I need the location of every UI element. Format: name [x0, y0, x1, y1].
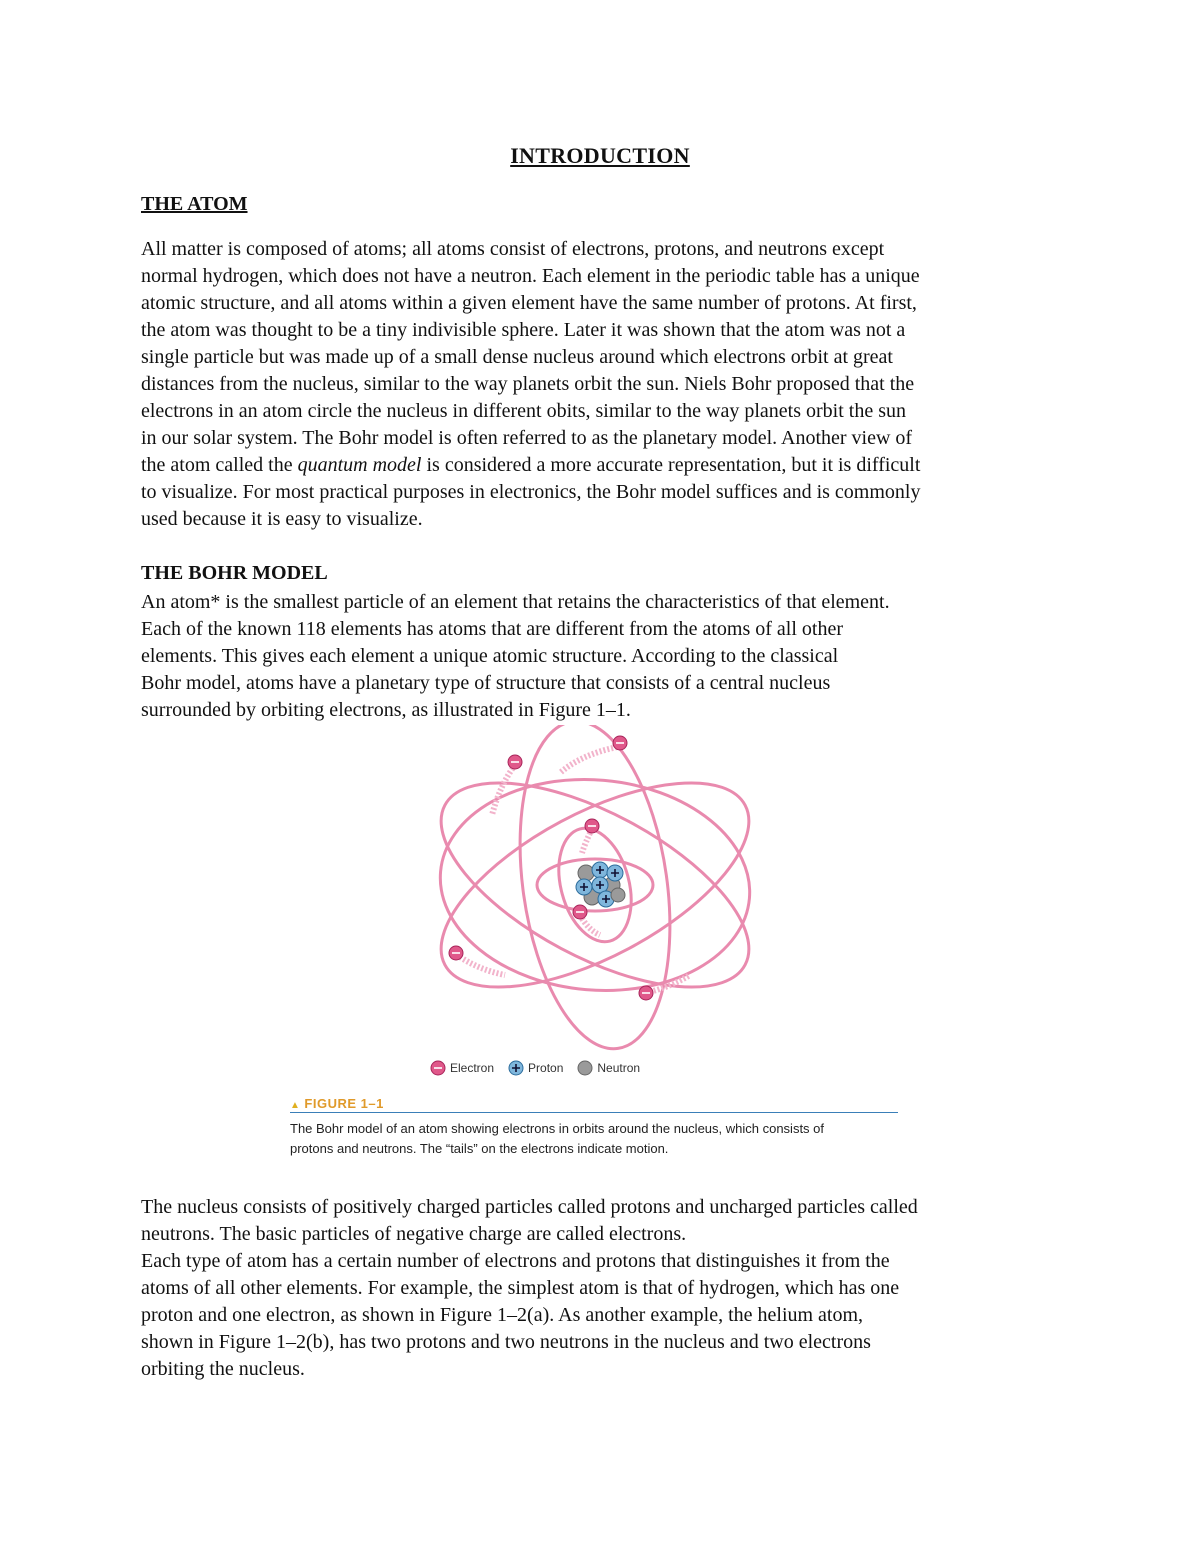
text-line: elements. This gives each element a unique atomic structure. According to the classical	[141, 645, 839, 667]
text-line: Bohr model, atoms have a planetary type of structure that consists of a central nucleus	[141, 672, 831, 694]
nucleus	[576, 862, 625, 907]
section-heading-bohr-model: THE BOHR MODEL	[141, 562, 328, 584]
electron	[508, 755, 522, 769]
legend-label: Proton	[528, 1061, 564, 1075]
page-title: INTRODUCTION	[510, 143, 690, 168]
figure-legend	[430, 1060, 654, 1076]
caption-label-text: FIGURE 1–1	[304, 1096, 384, 1111]
text-line: All matter is composed of atoms; all atoms consist of electrons, protons, and neutrons except	[141, 238, 885, 260]
section-heading-atom: THE ATOM	[141, 193, 248, 215]
bohr-atom-figure	[420, 725, 770, 1055]
electron-tail	[560, 747, 617, 773]
text-line	[141, 452, 1081, 479]
text-line: orbiting the nucleus.	[141, 1358, 305, 1380]
electron	[573, 905, 587, 919]
text-line: in our solar system. The Bohr model is often referred to as the planetary model. Another view of	[141, 427, 913, 449]
electron-icon	[430, 1060, 446, 1076]
electron	[449, 946, 463, 960]
paragraph-atom	[141, 236, 1081, 533]
text-line: proton and one electron, as shown in Figure 1–2(a). As another example, the helium atom,	[141, 1304, 864, 1326]
paragraph-bohr-model	[141, 589, 1081, 724]
text-line: used because it is easy to visualize.	[141, 508, 423, 530]
electron	[639, 986, 653, 1000]
text-line: to visualize. For most practical purposes in electronics, the Bohr model suffices and is commonly	[141, 481, 921, 503]
caption-line: The Bohr model of an atom showing electrons in orbits around the nucleus, which consists of	[290, 1121, 825, 1136]
legend-label: Electron	[450, 1061, 495, 1075]
text-line: shown in Figure 1–2(b), has two protons and two neutrons in the nucleus and two electrons	[141, 1331, 871, 1353]
legend-item-electron	[430, 1060, 494, 1076]
text-line: electrons in an atom circle the nucleus in different obits, similar to the way planets orbit the sun	[141, 400, 906, 422]
electron-tail	[492, 765, 515, 815]
text-line: single particle but was made up of a small dense nucleus around which electrons orbit at great	[141, 346, 893, 368]
text-line: neutrons. The basic particles of negative charge are called electrons.	[141, 1223, 687, 1245]
text-line: normal hydrogen, which does not have a neutron. Each element in the periodic table has a unique	[141, 265, 920, 287]
electron	[613, 736, 627, 750]
paragraph-nucleus	[141, 1194, 1081, 1383]
emphasis-quantum-model: quantum model	[297, 454, 422, 476]
figure-caption-label	[290, 1096, 898, 1113]
text-line: An atom* is the smallest particle of an element that retains the characteristics of that element.	[141, 591, 890, 613]
text-line: atoms of all other elements. For example, the simplest atom is that of hydrogen, which has one	[141, 1277, 900, 1299]
text-line: atomic structure, and all atoms within a given element have the same number of protons. At first,	[141, 292, 917, 314]
electron	[585, 819, 599, 833]
text-line: surrounded by orbiting electrons, as illustrated in Figure 1–1.	[141, 699, 631, 721]
proton-icon	[508, 1060, 524, 1076]
caption-line: protons and neutrons. The “tails” on the electrons indicate motion.	[290, 1141, 669, 1156]
text-line: Each of the known 118 elements has atoms that are different from the atoms of all other	[141, 618, 844, 640]
neutron	[578, 865, 594, 881]
text-line: The nucleus consists of positively charged particles called protons and uncharged particles called	[141, 1196, 918, 1218]
text-fragment: is considered a more accurate representation, but it is difficult	[421, 454, 921, 476]
electron-tail	[460, 957, 505, 975]
legend-label: Neutron	[597, 1061, 641, 1075]
text-line: the atom was thought to be a tiny indivisible sphere. Later it was shown that the atom was not a	[141, 319, 906, 341]
legend-item-proton	[508, 1060, 563, 1076]
triangle-icon: ▲	[290, 1100, 301, 1111]
neutron	[611, 888, 625, 902]
neutron-icon	[577, 1060, 593, 1076]
text-fragment: the atom called the	[141, 454, 298, 476]
legend-item-neutron	[577, 1060, 640, 1076]
figure-caption	[290, 1119, 890, 1159]
text-line: distances from the nucleus, similar to the way planets orbit the sun. Niels Bohr proposed that the	[141, 373, 915, 395]
text-line: Each type of atom has a certain number of electrons and protons that distinguishes it from the	[141, 1250, 890, 1272]
